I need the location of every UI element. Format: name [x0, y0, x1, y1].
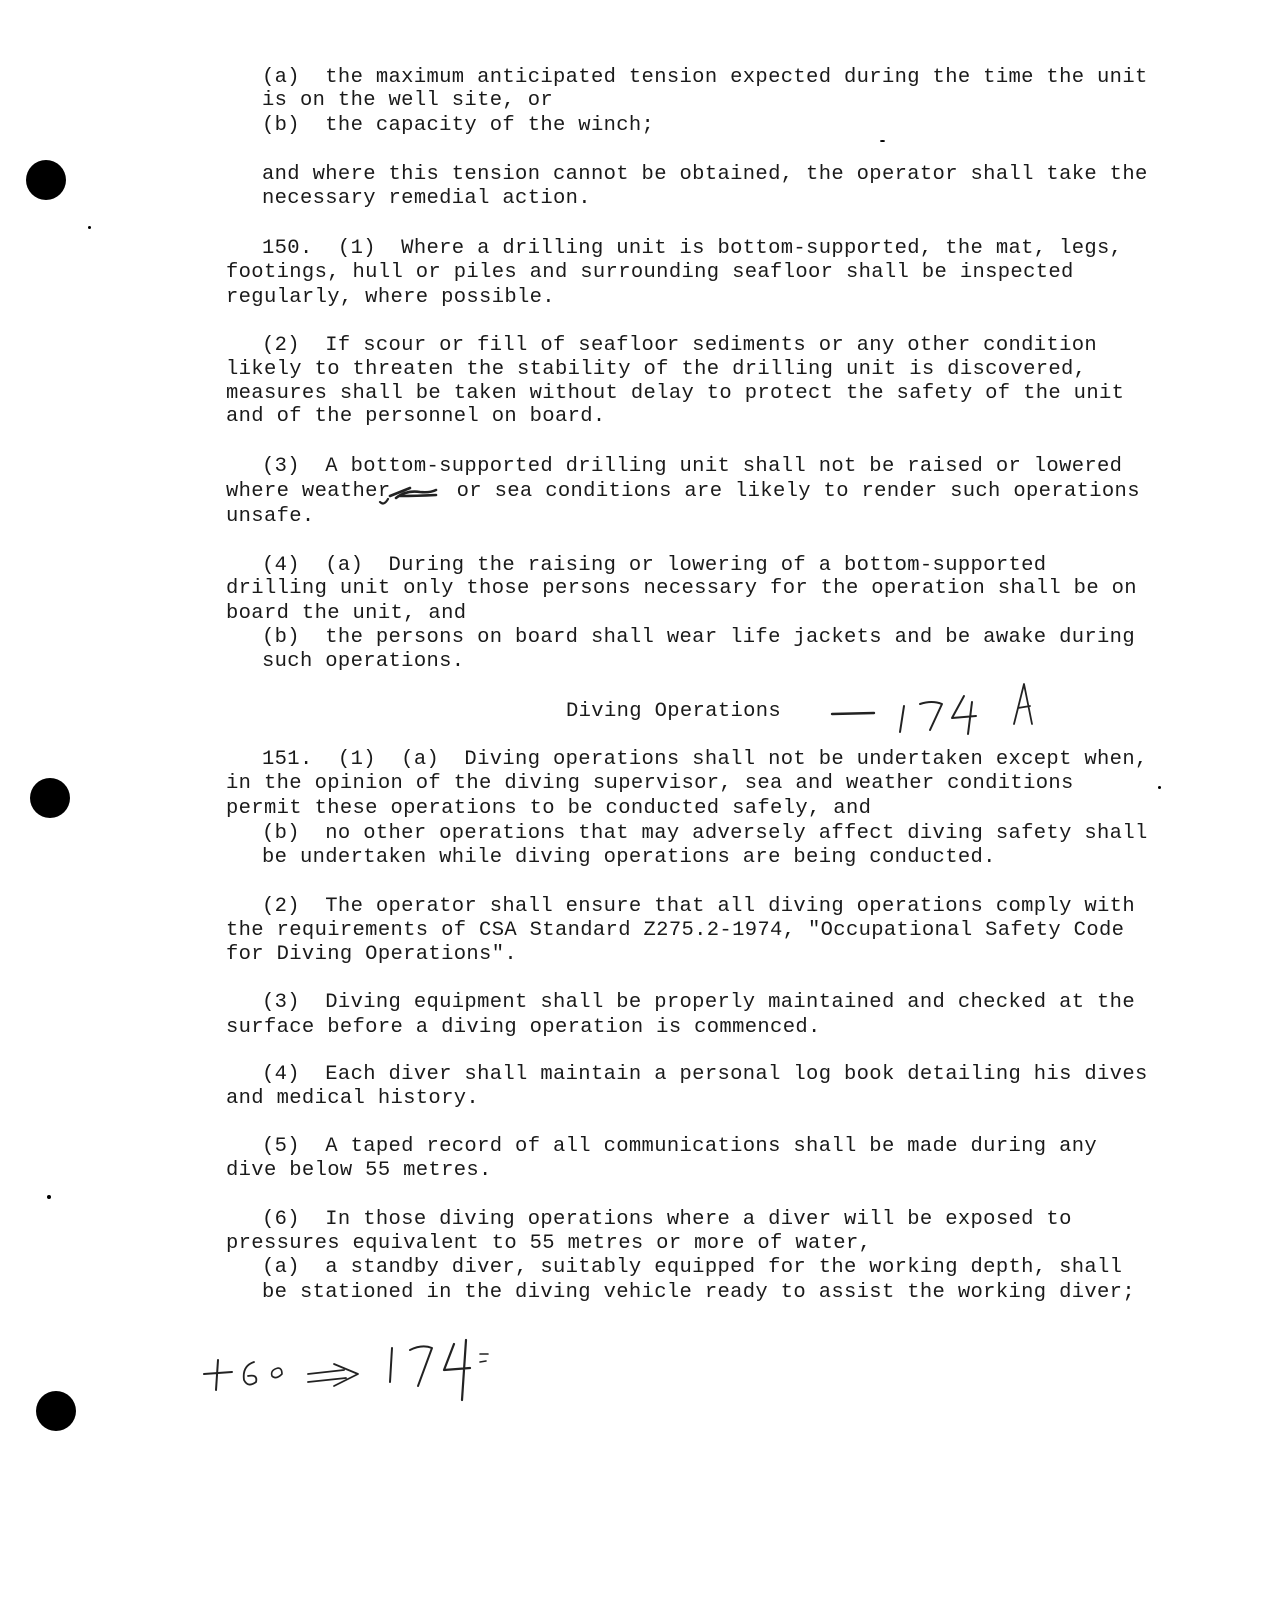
binder-hole-bottom: [36, 1391, 76, 1431]
scan-speck: [47, 1195, 51, 1199]
text-line: (3) Diving equipment shall be properly maintained and checked at the: [262, 991, 1135, 1014]
text-line: pressures equivalent to 55 metres or more of water,: [226, 1232, 872, 1255]
text-line: where weather: [226, 480, 391, 503]
text-line: and medical history.: [226, 1087, 480, 1110]
text-line: or sea conditions are likely to render such operations: [444, 480, 1140, 503]
text-line: (b) the capacity of the winch;: [262, 114, 655, 137]
text-line: likely to threaten the stability of the drilling unit is discovered,: [226, 358, 1087, 381]
handwritten-page-note: [826, 676, 1056, 746]
text-line: 151. (1) (a) Diving operations shall not be undertaken except when,: [262, 748, 1148, 771]
text-line: for Diving Operations".: [226, 943, 517, 966]
scan-speck: [880, 140, 885, 142]
text-line: (a) a standby diver, suitably equipped for the working depth, shall: [262, 1256, 1123, 1279]
text-line: the requirements of CSA Standard Z275.2-1974, "Occupational Safety Code: [226, 919, 1125, 942]
text-line: unsafe.: [226, 505, 315, 528]
text-line: board the unit, and: [226, 602, 467, 625]
section-heading: Diving Operations: [566, 700, 782, 723]
text-line: and of the personnel on board.: [226, 405, 606, 428]
text-line: 150. (1) Where a drilling unit is bottom-supported, the mat, legs,: [262, 237, 1123, 260]
scan-speck: [1158, 786, 1161, 789]
binder-hole-middle: [30, 778, 70, 818]
text-line: drilling unit only those persons necessary for the operation shall be on: [226, 577, 1137, 600]
text-line: is on the well site, or: [262, 89, 553, 112]
text-line: be undertaken while diving operations are being conducted.: [262, 846, 996, 869]
text-line: (b) no other operations that may adversely affect diving safety shall: [262, 822, 1148, 845]
text-line: and where this tension cannot be obtained, the operator shall take the: [262, 163, 1148, 186]
handwritten-footer-note: [196, 1330, 496, 1410]
text-line: permit these operations to be conducted safely, and: [226, 797, 872, 820]
scan-speck: [88, 226, 91, 229]
text-line: be stationed in the diving vehicle ready to assist the working diver;: [262, 1281, 1135, 1304]
text-line: measures shall be taken without delay to protect the safety of the unit: [226, 382, 1125, 405]
text-line: dive below 55 metres.: [226, 1159, 492, 1182]
text-line: surface before a diving operation is commenced.: [226, 1016, 821, 1039]
text-line: such operations.: [262, 650, 465, 673]
text-line: regularly, where possible.: [226, 286, 555, 309]
text-line: in the opinion of the diving supervisor, sea and weather conditions: [226, 772, 1074, 795]
text-line: (a) the maximum anticipated tension expected during the time the unit: [262, 66, 1148, 89]
text-line: necessary remedial action.: [262, 187, 591, 210]
text-line: (4) (a) During the raising or lowering of a bottom-supported: [262, 554, 1047, 577]
strikeout-mark: [376, 484, 446, 508]
text-line: (4) Each diver shall maintain a personal log book detailing his dives: [262, 1063, 1148, 1086]
text-line: (6) In those diving operations where a diver will be exposed to: [262, 1208, 1072, 1231]
binder-hole-top: [26, 160, 66, 200]
text-line: (b) the persons on board shall wear life jackets and be awake during: [262, 626, 1135, 649]
text-line: (2) The operator shall ensure that all diving operations comply with: [262, 895, 1135, 918]
text-line: (2) If scour or fill of seafloor sediments or any other condition: [262, 334, 1098, 357]
text-line: (5) A taped record of all communications shall be made during any: [262, 1135, 1098, 1158]
text-line: footings, hull or piles and surrounding seafloor shall be inspected: [226, 261, 1074, 284]
text-line: (3) A bottom-supported drilling unit shall not be raised or lowered: [262, 455, 1123, 478]
